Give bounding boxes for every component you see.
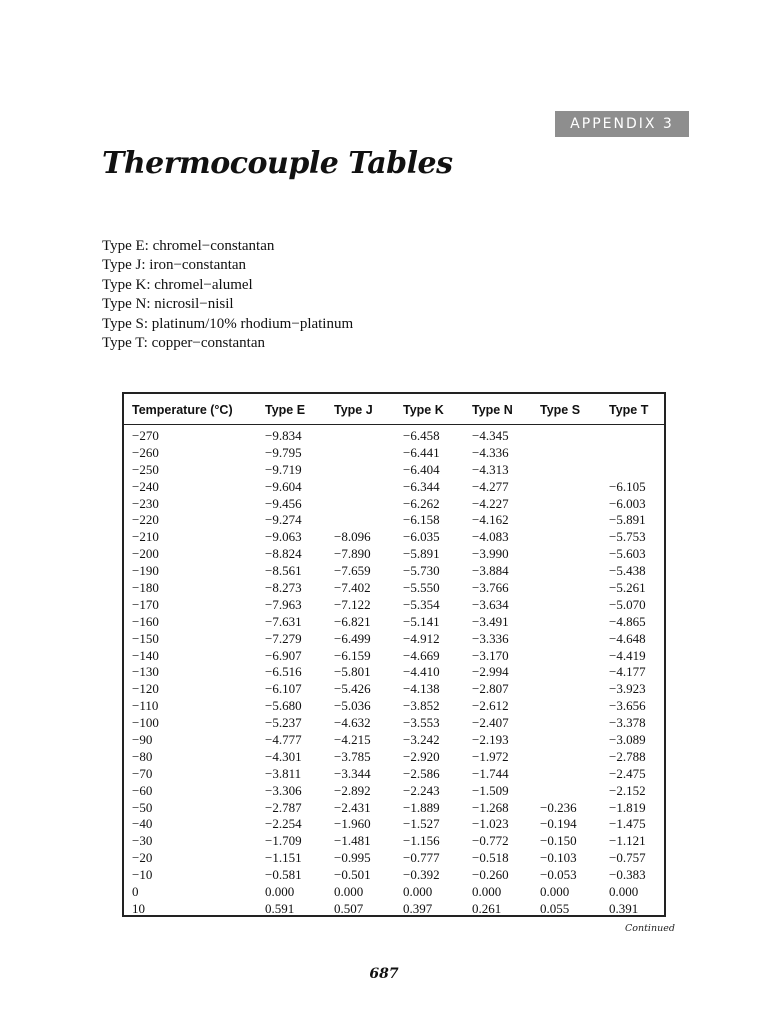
table-cell: −4.162 xyxy=(472,512,509,528)
table-cell: −2.243 xyxy=(403,782,440,798)
table-row xyxy=(124,731,664,748)
table-cell: −6.907 xyxy=(265,647,302,663)
table-row xyxy=(124,545,664,562)
table-cell: −5.354 xyxy=(403,596,440,612)
table-cell: −4.632 xyxy=(334,715,371,731)
table-row xyxy=(124,748,664,765)
table-cell: −5.438 xyxy=(609,563,646,579)
table-cell: −5.261 xyxy=(609,580,646,596)
table-cell: −4.301 xyxy=(265,748,302,764)
table-cell: −20 xyxy=(132,850,153,866)
table-cell: −7.279 xyxy=(265,630,302,646)
table-cell: −9.795 xyxy=(265,444,302,460)
table-row xyxy=(124,613,664,630)
table-row xyxy=(124,461,664,478)
table-cell: −6.159 xyxy=(334,647,371,663)
table-cell: −110 xyxy=(132,698,159,714)
column-header-type-n: Type N xyxy=(472,403,513,417)
table-cell: −2.586 xyxy=(403,765,440,781)
table-cell: −230 xyxy=(132,495,159,511)
table-cell: 0.000 xyxy=(403,884,433,900)
table-cell: −160 xyxy=(132,613,159,629)
table-cell: −6.262 xyxy=(403,495,440,511)
table-cell: −4.345 xyxy=(472,428,509,443)
table-cell: 0.000 xyxy=(609,884,639,900)
table-cell: −3.852 xyxy=(403,698,440,714)
table-cell: −80 xyxy=(132,748,153,764)
table-cell: −3.656 xyxy=(609,698,646,714)
table-row xyxy=(124,799,664,816)
table-cell: −3.378 xyxy=(609,715,646,731)
table-cell: −3.811 xyxy=(265,765,302,781)
table-cell: −5.036 xyxy=(334,698,371,714)
table-cell: −7.659 xyxy=(334,563,371,579)
table-cell: −6.404 xyxy=(403,461,440,477)
table-cell: −2.193 xyxy=(472,732,509,748)
table-cell: −5.753 xyxy=(609,529,646,545)
table-row xyxy=(124,511,664,528)
table-row xyxy=(124,562,664,579)
table-cell: −5.426 xyxy=(334,681,371,697)
table-cell: −4.648 xyxy=(609,630,646,646)
table-cell: −6.499 xyxy=(334,630,371,646)
table-cell: −5.891 xyxy=(609,512,646,528)
table-cell: −0.103 xyxy=(540,850,577,866)
table-cell: −0.772 xyxy=(472,833,509,849)
table-cell: −8.273 xyxy=(265,580,302,596)
column-header-type-s: Type S xyxy=(540,403,581,417)
table-cell: −1.527 xyxy=(403,816,440,832)
table-cell: 0.000 xyxy=(334,884,364,900)
table-cell: 0.591 xyxy=(265,900,295,916)
table-cell: −210 xyxy=(132,529,159,545)
table-cell: −5.070 xyxy=(609,596,646,612)
table-cell: −170 xyxy=(132,596,159,612)
table-cell: −5.680 xyxy=(265,698,302,714)
table-cell: 0.391 xyxy=(609,900,639,916)
table-cell: −5.237 xyxy=(265,715,302,731)
table-cell: −140 xyxy=(132,647,159,663)
table-cell: −2.788 xyxy=(609,748,646,764)
table-cell: −0.392 xyxy=(403,867,440,883)
table-cell: 0.000 xyxy=(540,884,570,900)
table-cell: −5.730 xyxy=(403,563,440,579)
table-cell: −0.053 xyxy=(540,867,577,883)
table-cell: −3.344 xyxy=(334,765,371,781)
table-cell: −6.107 xyxy=(265,681,302,697)
appendix-badge xyxy=(555,111,689,137)
table-cell: −0.777 xyxy=(403,850,440,866)
table-cell: −9.719 xyxy=(265,461,302,477)
table-cell: −9.456 xyxy=(265,495,302,511)
table-cell: −5.801 xyxy=(334,664,371,680)
table-cell: −2.254 xyxy=(265,816,302,832)
table-cell: −2.407 xyxy=(472,715,509,731)
table-cell: −8.561 xyxy=(265,563,302,579)
type-list-item: Type J: iron−constantan xyxy=(102,257,247,274)
table-cell: −4.669 xyxy=(403,647,440,663)
table-cell: −3.336 xyxy=(472,630,509,646)
table-row xyxy=(124,495,664,512)
table-cell: −30 xyxy=(132,833,153,849)
table-header-row xyxy=(124,394,664,425)
table-row xyxy=(124,596,664,613)
table-body xyxy=(124,427,664,917)
table-cell: −1.744 xyxy=(472,765,509,781)
type-list-item: Type S: platinum/10% rhodium−platinum xyxy=(102,315,354,332)
table-cell: −3.491 xyxy=(472,613,509,629)
table-cell: −7.631 xyxy=(265,613,302,629)
table-cell: −100 xyxy=(132,715,159,731)
column-header-type-t: Type T xyxy=(609,403,649,417)
table-cell: −240 xyxy=(132,478,159,494)
table-row xyxy=(124,444,664,461)
table-row xyxy=(124,832,664,849)
table-cell: −4.313 xyxy=(472,461,509,477)
type-list-item: Type K: chromel−alumel xyxy=(102,276,253,293)
table-cell: −1.709 xyxy=(265,833,302,849)
table-cell: −6.003 xyxy=(609,495,646,511)
table-row xyxy=(124,714,664,731)
table-cell: −130 xyxy=(132,664,159,680)
table-row xyxy=(124,647,664,664)
table-cell: −9.604 xyxy=(265,478,302,494)
table-cell: 0.000 xyxy=(472,884,502,900)
table-cell: −8.824 xyxy=(265,546,302,562)
table-row xyxy=(124,630,664,647)
table-cell: 0.000 xyxy=(265,884,295,900)
table-cell: −0.260 xyxy=(472,867,509,883)
table-cell: −6.821 xyxy=(334,613,371,629)
table-cell: −4.865 xyxy=(609,613,646,629)
table-cell: −2.612 xyxy=(472,698,509,714)
table-cell: −3.089 xyxy=(609,732,646,748)
column-header-temperature: Temperature (°C) xyxy=(132,403,233,417)
table-cell: −1.889 xyxy=(403,799,440,815)
table-cell: −7.122 xyxy=(334,596,371,612)
type-list-item: Type N: nicrosil−nisil xyxy=(102,296,234,313)
table-cell: −1.121 xyxy=(609,833,646,849)
table-cell: −4.419 xyxy=(609,647,646,663)
table-cell: −1.156 xyxy=(403,833,440,849)
table-cell: −1.151 xyxy=(265,850,302,866)
table-cell: −150 xyxy=(132,630,159,646)
table-cell: −260 xyxy=(132,444,159,460)
table-cell: −3.634 xyxy=(472,596,509,612)
table-cell: −6.344 xyxy=(403,478,440,494)
table-row xyxy=(124,680,664,697)
table-cell: −4.215 xyxy=(334,732,371,748)
table-cell: −2.994 xyxy=(472,664,509,680)
type-list-item: Type T: copper−constantan xyxy=(102,335,266,352)
table-cell: −4.227 xyxy=(472,495,509,511)
table-cell: −4.912 xyxy=(403,630,440,646)
table-cell: −2.475 xyxy=(609,765,646,781)
table-cell: −270 xyxy=(132,428,159,443)
table-cell: −6.458 xyxy=(403,428,440,443)
table-cell: −1.475 xyxy=(609,816,646,832)
table-cell: −2.152 xyxy=(609,782,646,798)
table-cell: −4.410 xyxy=(403,664,440,680)
table-row xyxy=(124,815,664,832)
table-cell: −3.553 xyxy=(403,715,440,731)
table-cell: −1.481 xyxy=(334,833,371,849)
thermocouple-table xyxy=(122,392,666,917)
table-cell: −1.268 xyxy=(472,799,509,815)
table-cell: −6.516 xyxy=(265,664,302,680)
table-cell: −2.892 xyxy=(334,782,371,798)
table-row xyxy=(124,900,664,917)
table-cell: −1.509 xyxy=(472,782,509,798)
column-header-type-j: Type J xyxy=(334,403,373,417)
table-row xyxy=(124,866,664,883)
table-row xyxy=(124,579,664,596)
table-cell: −0.581 xyxy=(265,867,302,883)
table-row xyxy=(124,663,664,680)
table-cell: −3.785 xyxy=(334,748,371,764)
table-cell: −6.441 xyxy=(403,444,440,460)
table-row xyxy=(124,528,664,545)
table-cell: −0.236 xyxy=(540,799,577,815)
table-cell: −70 xyxy=(132,765,153,781)
table-cell: −3.923 xyxy=(609,681,646,697)
table-cell: −3.766 xyxy=(472,580,509,596)
table-cell: −1.972 xyxy=(472,748,509,764)
table-cell: −0.383 xyxy=(609,867,646,883)
table-row xyxy=(124,782,664,799)
table-cell: 0.507 xyxy=(334,900,364,916)
table-cell: −250 xyxy=(132,461,159,477)
table-cell: 0.055 xyxy=(540,900,570,916)
page-title: Thermocouple Tables xyxy=(102,146,453,181)
table-cell: −4.277 xyxy=(472,478,509,494)
table-cell: −0.757 xyxy=(609,850,646,866)
table-cell: −3.306 xyxy=(265,782,302,798)
table-cell: −6.035 xyxy=(403,529,440,545)
table-cell: −190 xyxy=(132,563,159,579)
table-cell: −0.150 xyxy=(540,833,577,849)
table-row xyxy=(124,697,664,714)
table-cell: −0.501 xyxy=(334,867,371,883)
table-cell: 10 xyxy=(132,900,145,916)
table-cell: −9.834 xyxy=(265,428,302,443)
appendix-label: APPENDIX 3 xyxy=(570,116,674,132)
table-cell: −2.787 xyxy=(265,799,302,815)
table-cell: −6.158 xyxy=(403,512,440,528)
table-cell: −8.096 xyxy=(334,529,371,545)
table-cell: −4.177 xyxy=(609,664,646,680)
table-cell: −1.819 xyxy=(609,799,646,815)
table-cell: −0.518 xyxy=(472,850,509,866)
table-cell: −220 xyxy=(132,512,159,528)
table-row xyxy=(124,765,664,782)
table-cell: −2.431 xyxy=(334,799,371,815)
table-cell: −40 xyxy=(132,816,153,832)
table-cell: −60 xyxy=(132,782,153,798)
table-cell: 0.261 xyxy=(472,900,502,916)
table-cell: −5.603 xyxy=(609,546,646,562)
type-list-item: Type E: chromel−constantan xyxy=(102,238,275,254)
table-cell: 0 xyxy=(132,884,139,900)
table-row xyxy=(124,427,664,444)
table-cell: −3.242 xyxy=(403,732,440,748)
table-cell: −4.777 xyxy=(265,732,302,748)
table-cell: −3.884 xyxy=(472,563,509,579)
table-cell: −9.274 xyxy=(265,512,302,528)
table-cell: −10 xyxy=(132,867,153,883)
page-number: 687 xyxy=(369,966,399,982)
table-cell: −50 xyxy=(132,799,153,815)
table-cell: −5.550 xyxy=(403,580,440,596)
table-cell: −9.063 xyxy=(265,529,302,545)
table-cell: −0.995 xyxy=(334,850,371,866)
table-cell: −6.105 xyxy=(609,478,646,494)
table-cell: −1.023 xyxy=(472,816,509,832)
table-cell: −7.890 xyxy=(334,546,371,562)
table-cell: −4.083 xyxy=(472,529,509,545)
table-cell: −0.194 xyxy=(540,816,577,832)
table-cell: −120 xyxy=(132,681,159,697)
table-cell: −2.807 xyxy=(472,681,509,697)
table-cell: −7.402 xyxy=(334,580,371,596)
column-header-type-k: Type K xyxy=(403,403,444,417)
table-cell: −5.141 xyxy=(403,613,440,629)
table-cell: −180 xyxy=(132,580,159,596)
continued-label: Continued xyxy=(625,923,675,934)
table-cell: −3.170 xyxy=(472,647,509,663)
table-cell: −4.138 xyxy=(403,681,440,697)
table-cell: −90 xyxy=(132,732,153,748)
table-row xyxy=(124,849,664,866)
column-header-type-e: Type E xyxy=(265,403,306,417)
table-cell: −2.920 xyxy=(403,748,440,764)
thermocouple-type-list xyxy=(102,237,353,353)
table-cell: −200 xyxy=(132,546,159,562)
table-cell: −5.891 xyxy=(403,546,440,562)
table-cell: −1.960 xyxy=(334,816,371,832)
table-cell: −7.963 xyxy=(265,596,302,612)
table-cell: −3.990 xyxy=(472,546,509,562)
table-cell: −4.336 xyxy=(472,444,509,460)
table-row xyxy=(124,883,664,900)
table-cell: 0.397 xyxy=(403,900,433,916)
table-row xyxy=(124,478,664,495)
